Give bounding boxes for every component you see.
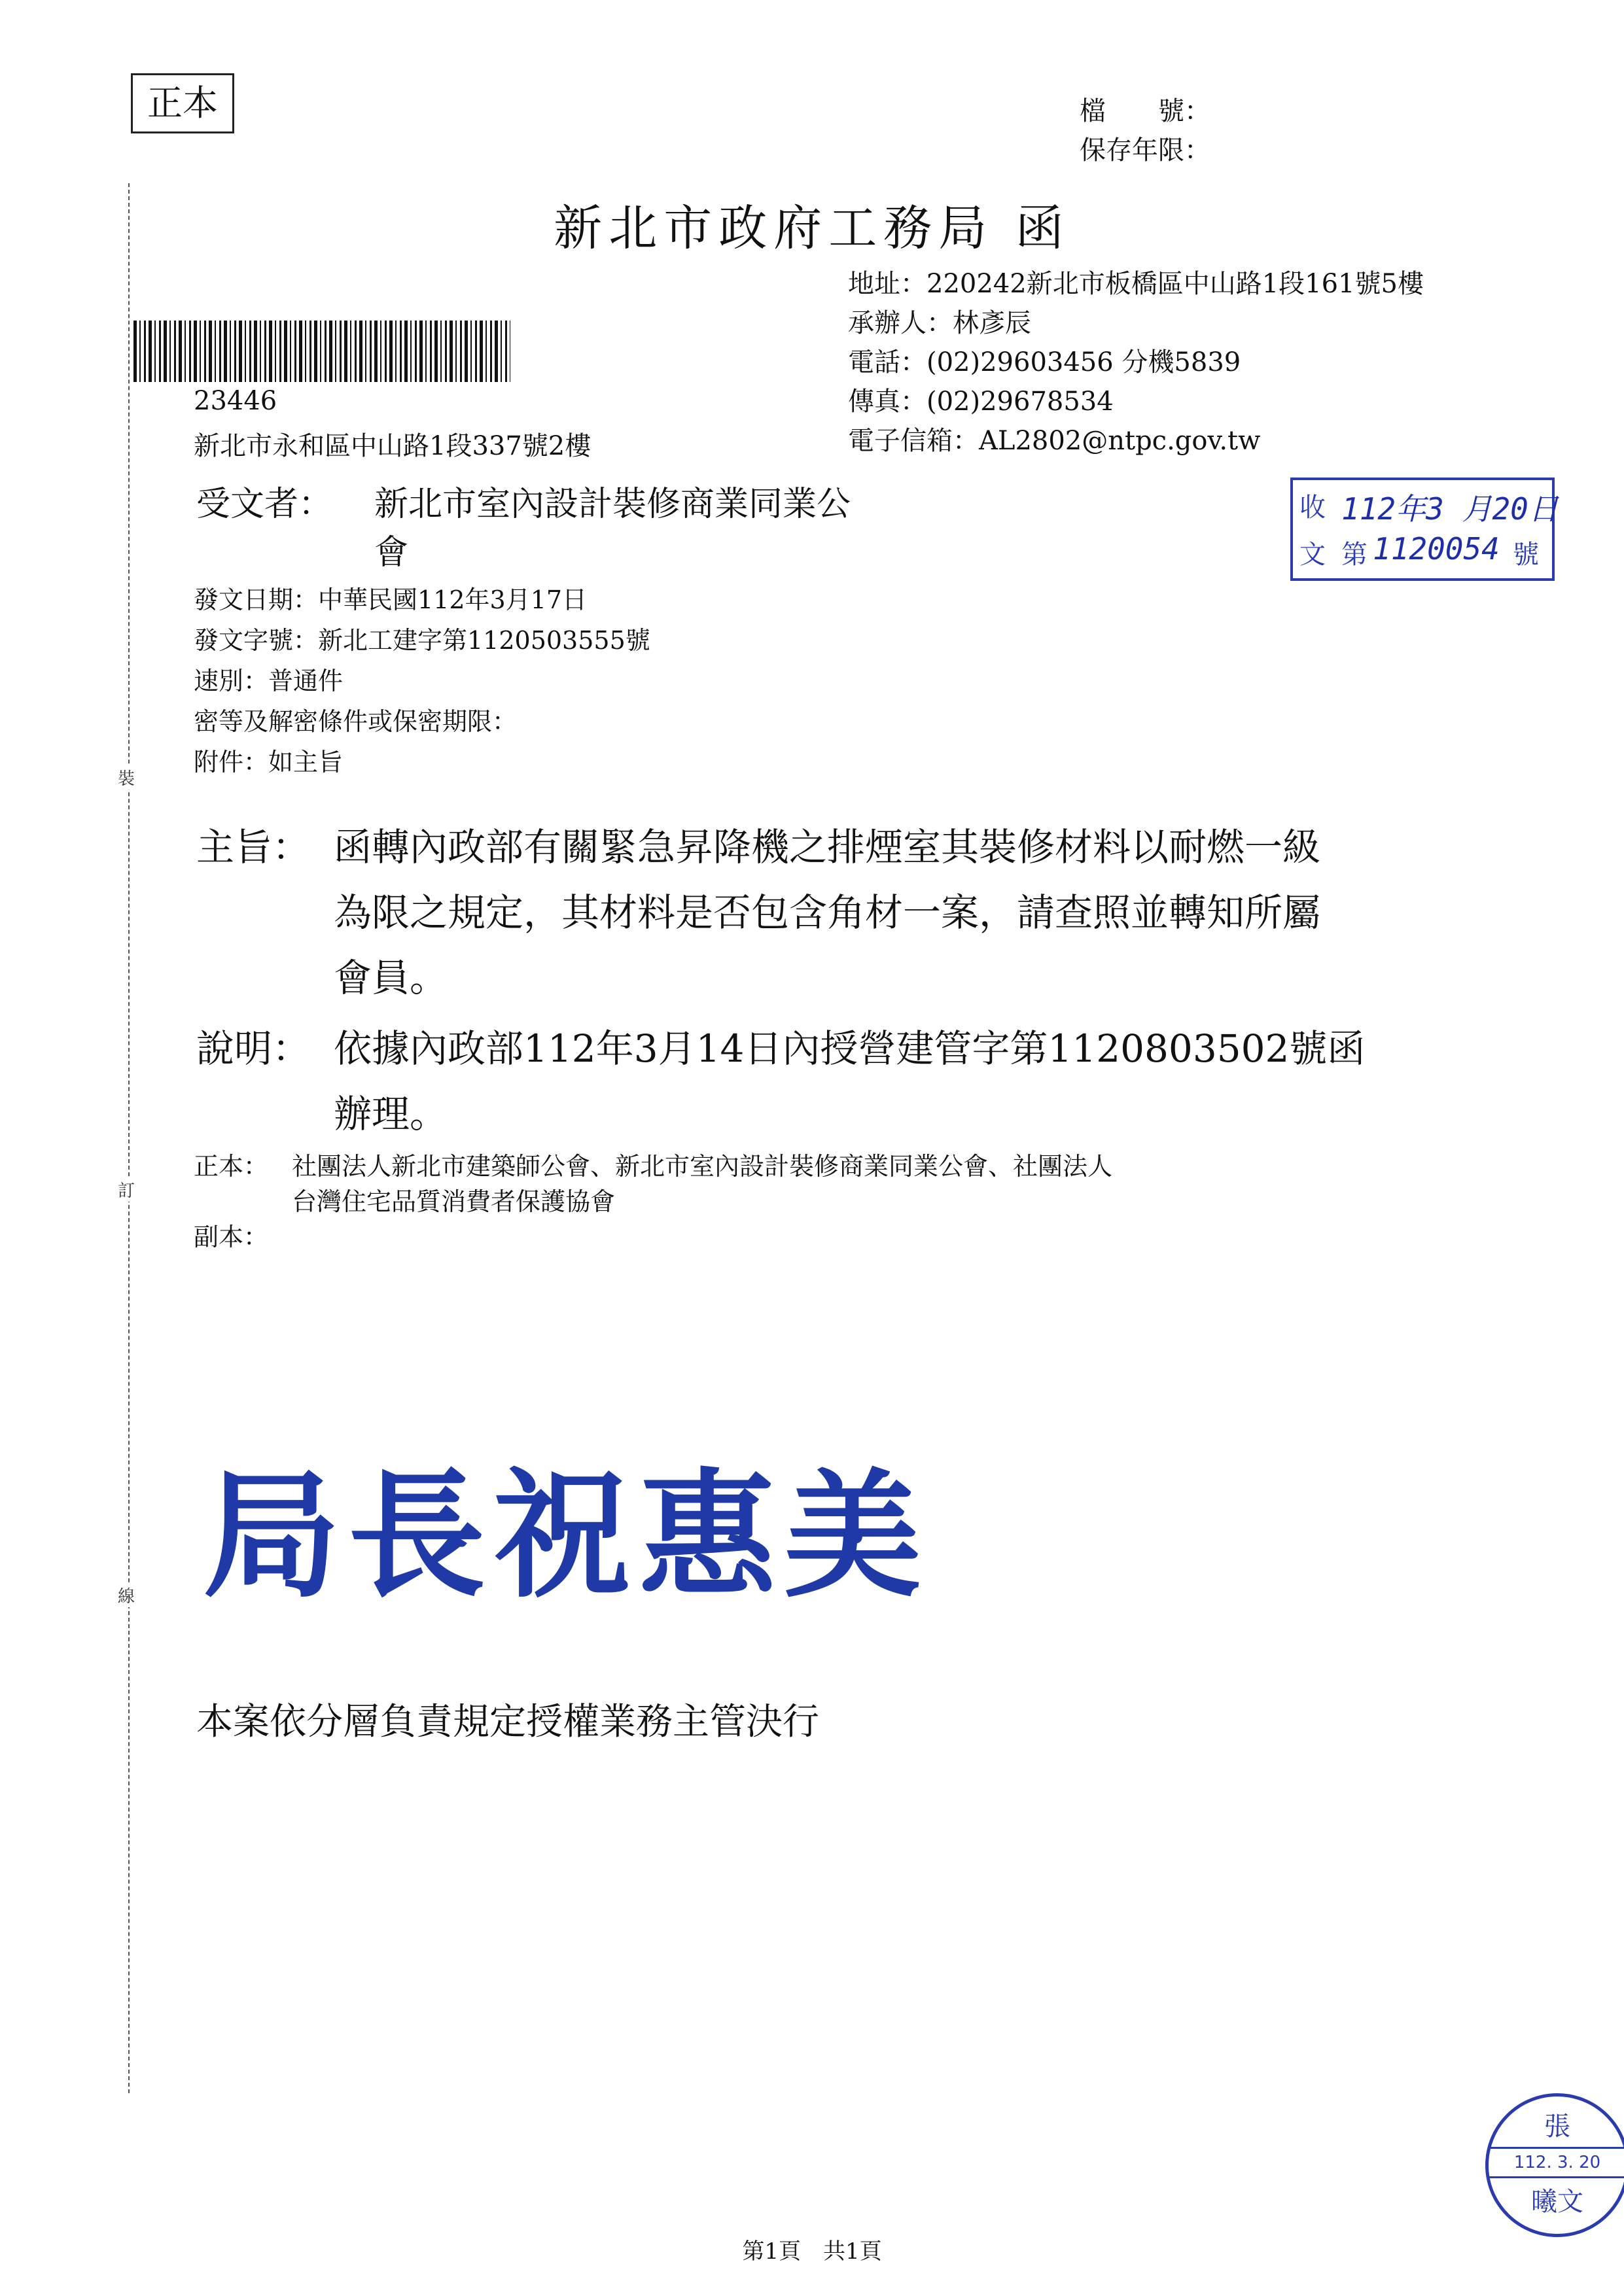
- binding-mark-line: 線: [118, 1583, 135, 1607]
- issue-attachment: 附件：如主旨: [194, 748, 344, 776]
- document-title: 新北市政府工務局 函: [554, 200, 1070, 256]
- recipient-name-line1: 新北市室內設計裝修商業同業公: [374, 485, 851, 524]
- page-number: 第1頁 共1頁: [742, 2238, 882, 2265]
- issue-speed: 速別：普通件: [194, 667, 344, 695]
- recipient-label: 受文者：: [196, 485, 333, 524]
- subject-line3: 會員。: [334, 956, 448, 1000]
- original-recipients-line2: 台灣住宅品質消費者保護協會: [292, 1187, 616, 1216]
- sender-address: 地址：220242新北市板橋區中山路1段161號5樓: [848, 269, 1424, 299]
- sender-fax: 傳真：(02)29678534: [848, 387, 1114, 417]
- recipient-name-line2: 會: [374, 533, 409, 572]
- explanation-line1: 依據內政部112年3月14日內授營建管字第1120803502號函: [334, 1026, 1366, 1071]
- received-stamp-number-suffix: 號: [1513, 540, 1539, 570]
- received-stamp-number-prefix: 第: [1341, 540, 1368, 570]
- subject-label: 主旨：: [196, 825, 311, 869]
- issue-number: 發文字號：新北工建字第1120503555號: [194, 626, 650, 655]
- subject-line1: 函轉內政部有關緊急昇降機之排煙室其裝修材料以耐燃一級: [334, 825, 1321, 869]
- copy-type-badge: 正本: [131, 73, 234, 133]
- delegation-statement: 本案依分層負責規定授權業務主管決行: [196, 1701, 819, 1743]
- sender-handler: 承辦人：林彥辰: [848, 308, 1031, 338]
- original-recipients-label: 正本：: [194, 1152, 269, 1181]
- received-stamp-number: 1120054: [1373, 531, 1500, 566]
- round-stamp-date: 112. 3. 20: [1489, 2147, 1624, 2178]
- recipient-mailing-address: 新北市永和區中山路1段337號2樓: [194, 431, 591, 461]
- explanation-label: 說明：: [196, 1026, 311, 1071]
- received-stamp-receive-char: 收: [1299, 493, 1326, 523]
- binding-mark-staple: 訂: [118, 1177, 135, 1202]
- sender-email: 電子信箱：AL2802@ntpc.gov.tw: [848, 426, 1261, 456]
- received-stamp: [1290, 478, 1559, 581]
- received-stamp-date: 112年3 月20日: [1341, 491, 1559, 527]
- binding-mark-bind: 裝: [118, 765, 135, 790]
- explanation-line2: 辦理。: [334, 1092, 448, 1136]
- retention-label: 保存年限：: [1080, 135, 1210, 165]
- sender-phone: 電話：(02)29603456 分機5839: [848, 347, 1241, 377]
- issue-secrecy: 密等及解密條件或保密期限：: [194, 707, 518, 736]
- director-seal: 局長祝惠美: [203, 1455, 930, 1616]
- file-number-label: 檔 號：: [1080, 96, 1210, 126]
- original-recipients-line1: 社團法人新北市建築師公會、新北市室內設計裝修商業同業公會、社團法人: [292, 1152, 1113, 1181]
- round-stamp-top: 張: [1544, 2112, 1570, 2142]
- issue-date: 發文日期：中華民國112年3月17日: [194, 585, 588, 614]
- subject-line2: 為限之規定，其材料是否包含角材一案，請查照並轉知所屬: [334, 890, 1321, 935]
- binding-line: [128, 183, 130, 2093]
- recipient-postcode: 23446: [194, 386, 277, 416]
- copy-recipients-label: 副本：: [194, 1223, 269, 1251]
- round-date-stamp: [1485, 2093, 1624, 2237]
- barcode: [133, 321, 510, 382]
- received-stamp-text-char: 文: [1299, 540, 1326, 570]
- round-stamp-bottom: 曦文: [1531, 2187, 1583, 2217]
